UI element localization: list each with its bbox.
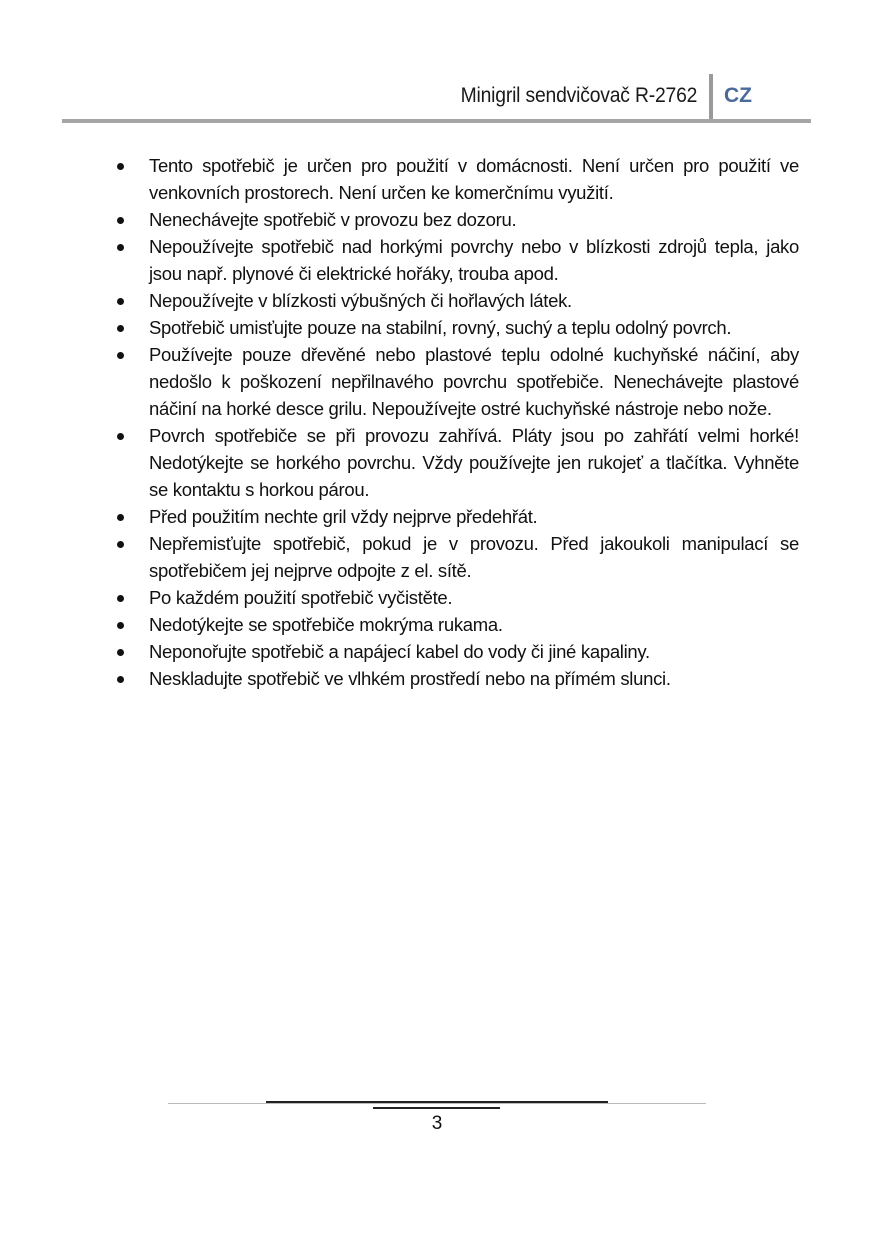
list-item (110, 530, 799, 584)
bullet-icon (117, 352, 124, 359)
list-item-text: Spotřebič umisťujte pouze na stabilní, rovný, suchý a teplu odolný povrch. (149, 317, 732, 338)
list-item-text: Povrch spotřebiče se při provozu zahřívá. Pláty jsou po zahřátí velmi horké! Nedotýkejte se horkého povrchu. Vždy používejte jen rukojeť a tlačítka. Vyhněte se kontaktu s horkou párou. (149, 425, 799, 500)
bullet-icon (117, 514, 124, 521)
page-number: 3 (431, 1113, 443, 1134)
list-item-text: Tento spotřebič je určen pro použití v domácnosti. Není určen pro použití ve venkovních prostorech. Není určen ke komerčnímu využití. (149, 155, 799, 203)
list-item (110, 503, 799, 530)
list-item (110, 233, 799, 287)
list-item-text: Po každém použití spotřebič vyčistěte. (149, 587, 453, 608)
language-code: CZ (724, 84, 752, 107)
list-item-text: Nepoužívejte v blízkosti výbušných či hořlavých látek. (149, 290, 572, 311)
document-title: Minigril sendvičovač R-2762 (460, 84, 697, 107)
bullet-icon (117, 622, 124, 629)
bullet-icon (117, 217, 124, 224)
list-item (110, 206, 799, 233)
footer-rule (373, 1107, 500, 1109)
list-item (110, 314, 799, 341)
list-item (110, 638, 799, 665)
list-item-text: Neskladujte spotřebič ve vlhkém prostředí nebo na přímém slunci. (149, 668, 671, 689)
list-item (110, 665, 799, 692)
list-item (110, 422, 799, 503)
bullet-icon (117, 541, 124, 548)
list-item-text: Nepřemisťujte spotřebič, pokud je v provozu. Před jakoukoli manipulací se spotřebičem jej nejprve odpojte z el. sítě. (149, 533, 799, 581)
safety-instructions (110, 152, 799, 692)
list-item (110, 584, 799, 611)
bullet-icon (117, 163, 124, 170)
header-rule (62, 119, 811, 123)
list-item (110, 287, 799, 314)
list-item-text: Neponořujte spotřebič a napájecí kabel do vody či jiné kapaliny. (149, 641, 650, 662)
safety-rules-list (110, 152, 799, 692)
header-separator (709, 74, 713, 120)
list-item (110, 152, 799, 206)
list-item (110, 611, 799, 638)
bullet-icon (117, 325, 124, 332)
bullet-icon (117, 244, 124, 251)
bullet-icon (117, 595, 124, 602)
list-item-text: Před použitím nechte gril vždy nejprve předehřát. (149, 506, 538, 527)
list-item (110, 341, 799, 422)
bullet-icon (117, 433, 124, 440)
list-item-text: Nedotýkejte se spotřebiče mokrýma rukama. (149, 614, 503, 635)
list-item-text: Nenechávejte spotřebič v provozu bez dozoru. (149, 209, 517, 230)
list-item-text: Nepoužívejte spotřebič nad horkými povrchy nebo v blízkosti zdrojů tepla, jako jsou např. plynové či elektrické hořáky, trouba apod. (149, 236, 799, 284)
list-item-text: Používejte pouze dřevěné nebo plastové teplu odolné kuchyňské náčiní, aby nedošlo k poškození nepřilnavého povrchu spotřebiče. Nenechávejte plastové náčiní na horké desce grilu. Nepoužívejte ostré kuchyňské nástroje nebo nože. (149, 344, 799, 419)
footer-rule (266, 1101, 608, 1103)
bullet-icon (117, 676, 124, 683)
bullet-icon (117, 298, 124, 305)
footer-rule (168, 1103, 706, 1104)
bullet-icon (117, 649, 124, 656)
